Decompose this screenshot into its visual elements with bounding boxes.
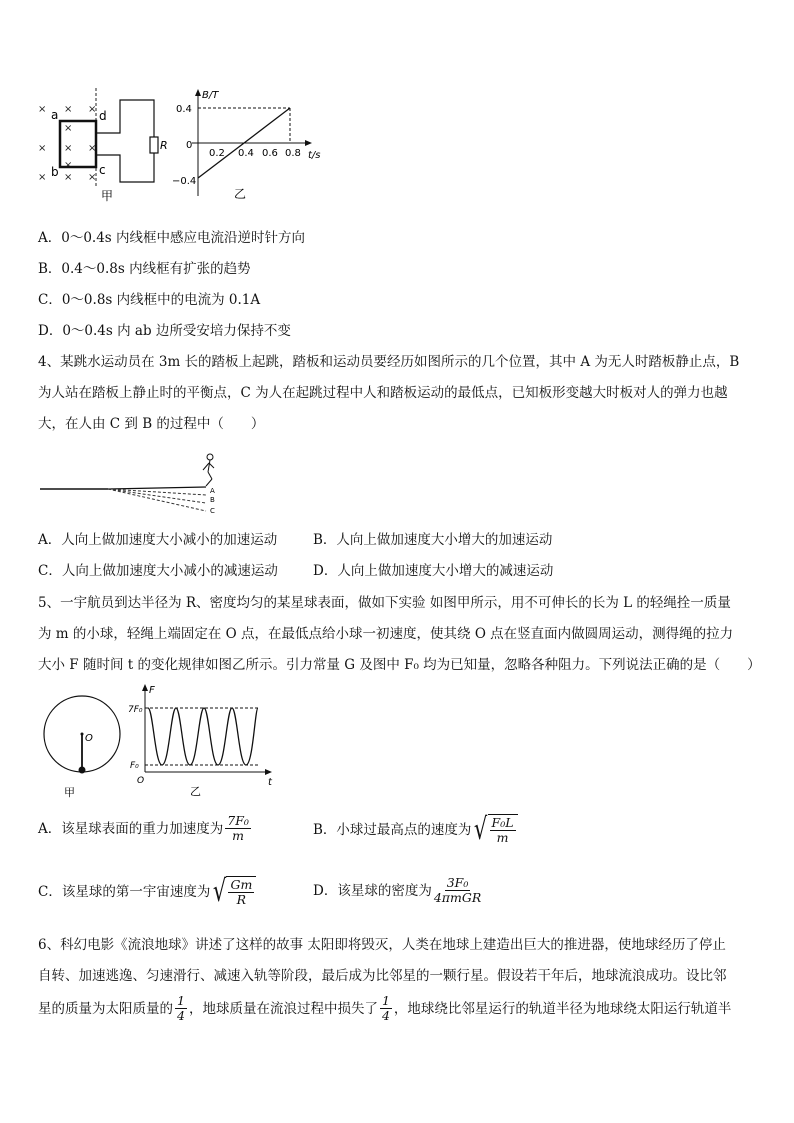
q4-option-d: D．人向上做加速度大小增大的减速运动 xyxy=(313,563,554,579)
q5-figure-jia xyxy=(38,690,128,800)
fraction: $\frac{\text{7F₀}}{m}$ xyxy=(227,813,249,843)
label-a: a xyxy=(51,108,59,122)
q5-stem-line3: 大小 F 随时间 t 的变化规律如图乙所示。引力常量 G 及图中 F₀ 均为已知量，忽略各种阻力。下列说法正确的是（ ） xyxy=(38,657,761,673)
q6-stem-line2: 自转、加速逃逸、匀速滑行、减速入轨等阶段，最后成为比邻星的一颗行星。假设若干年后，地球流浪成功。设比邻 xyxy=(38,968,727,984)
q6-stem-line1: 6、科幻电影《流浪地球》讲述了这样的故事 太阳即将毁灭，人类在地球上建造出巨大的推进器，使地球经历了停止 xyxy=(38,937,726,953)
resistor xyxy=(150,137,158,153)
label-C: C xyxy=(210,507,215,515)
field-cross: × xyxy=(64,123,73,134)
y-tick-zero: 0 xyxy=(186,140,193,151)
q3-figure-jia xyxy=(34,88,168,210)
x-tick: 0.2 xyxy=(209,148,225,159)
field-cross: × xyxy=(88,104,97,115)
label-R: R xyxy=(160,139,168,152)
y-axis-label: B/T xyxy=(202,90,219,101)
field-cross: × xyxy=(64,143,73,154)
y-tick-bottom: −0.4 xyxy=(172,176,197,187)
q3-figure-yi xyxy=(168,86,328,210)
caption-jia: 甲 xyxy=(64,786,75,799)
label-A: A xyxy=(210,487,215,495)
q4-option-b: B．人向上做加速度大小增大的加速运动 xyxy=(313,532,553,548)
q3-option-d: D．0～0.4s 内 ab 边所受安培力保持不变 xyxy=(38,323,291,339)
caption-yi: 乙 xyxy=(234,187,247,201)
y-tick-bottom: F₀ xyxy=(130,761,139,771)
fraction: $\frac{\text{3F₀}}{\text{4πmGR}}$ xyxy=(433,875,482,905)
sqrt-expression: √ $\frac{Gm}{R}$ xyxy=(210,876,256,907)
field-cross: × xyxy=(64,104,73,115)
x-axis-label: t/s xyxy=(308,150,321,161)
q4-stem-line1: 4、某跳水运动员在 3m 长的踏板上起跳，踏板和运动员要经历如图所示的几个位置，其中 A 为无人时踏板静止点，B xyxy=(38,354,740,370)
y-axis-label: F xyxy=(149,685,155,696)
q4-option-a: A．人向上做加速度大小减小的加速运动 xyxy=(38,532,278,548)
caption-jia: 甲 xyxy=(101,189,114,203)
q4-option-c: C．人向上做加速度大小减小的减速运动 xyxy=(38,563,278,579)
field-cross: × xyxy=(38,143,47,154)
q5-option-c: C． 该星球的第一宇宙速度为 √ $\frac{Gm}{R}$ xyxy=(38,876,256,907)
field-cross: × xyxy=(38,104,47,115)
q5-option-d: D． 该星球的密度为 $\frac{\text{3F₀}}{\text{4πmGR}}$ xyxy=(313,875,482,905)
q5-stem-line2: 为 m 的小球，轻绳上端固定在 O 点，在最低点给小球一初速度，使其绕 O 点在竖直面内做圆周运动，测得绳的拉力 xyxy=(38,626,734,642)
label-c: c xyxy=(99,163,106,177)
x-tick: 0.4 xyxy=(238,148,254,159)
caption-yi: 乙 xyxy=(190,785,201,798)
q4-stem-line3: 大，在人由 C 到 B 的过程中（ ） xyxy=(38,416,265,432)
ball xyxy=(79,767,86,774)
q3-option-b: B．0.4～0.8s 内线框有扩张的趋势 xyxy=(38,261,251,277)
label-B: B xyxy=(210,496,215,504)
x-axis-label: t xyxy=(268,777,272,788)
q5-option-b: B． 小球过最高点的速度为 √ $\frac{\text{F₀L}}{m}$ xyxy=(313,814,518,845)
x-tick: 0.8 xyxy=(285,148,301,159)
field-cross: × xyxy=(64,172,73,183)
label-d: d xyxy=(99,109,107,123)
fraction-quarter: $\frac{1}{4}$ xyxy=(381,993,390,1023)
q3-option-c: C．0～0.8s 内线框中的电流为 0.1A xyxy=(38,292,261,308)
fraction-quarter: $\frac{1}{4}$ xyxy=(177,993,185,1023)
diver-figure xyxy=(203,454,214,486)
field-cross: × xyxy=(38,172,47,183)
q4-diving-board-figure xyxy=(38,448,228,518)
q3-option-a: A．0～0.4s 内线框中感应电流沿逆时针方向 xyxy=(38,230,306,246)
q5-option-a: A． 该星球表面的重力加速度为 $\frac{\text{7F₀}}{m}$ xyxy=(38,813,249,843)
field-cross: × xyxy=(88,172,97,183)
label-b: b xyxy=(51,165,59,179)
sqrt-expression: √ $\frac{\text{F₀L}}{m}$ xyxy=(471,814,517,845)
field-cross: × xyxy=(88,143,97,154)
q6-stem-line3: 星的质量为太阳质量的 $\frac{1}{4}$ ，地球质量在流浪过程中损失了 $\frac{1}{4}$ ，地球绕比邻星运行的轨道半径为地球绕太阳运行轨道半 xyxy=(38,993,732,1023)
q4-stem-line2: 为人站在踏板上静止时的平衡点，C 为人在起跳过程中人和踏板运动的最低点，已知板形变越大时板对人的弹力也越 xyxy=(38,385,728,401)
q5-stem-line1: 5、一宇航员到达半径为 R、密度均匀的某星球表面，做如下实验 如图甲所示，用不可伸长的长为 L 的轻绳拴一质量 xyxy=(38,595,731,611)
y-tick-top: 7F₀ xyxy=(128,705,143,715)
x-tick: 0.6 xyxy=(262,148,278,159)
y-tick-top: 0.4 xyxy=(176,104,192,115)
force-curve xyxy=(148,708,258,765)
origin-label: O xyxy=(137,776,145,786)
field-cross: × xyxy=(64,160,73,171)
q5-figure-yi xyxy=(128,682,278,798)
label-O: O xyxy=(85,733,93,744)
